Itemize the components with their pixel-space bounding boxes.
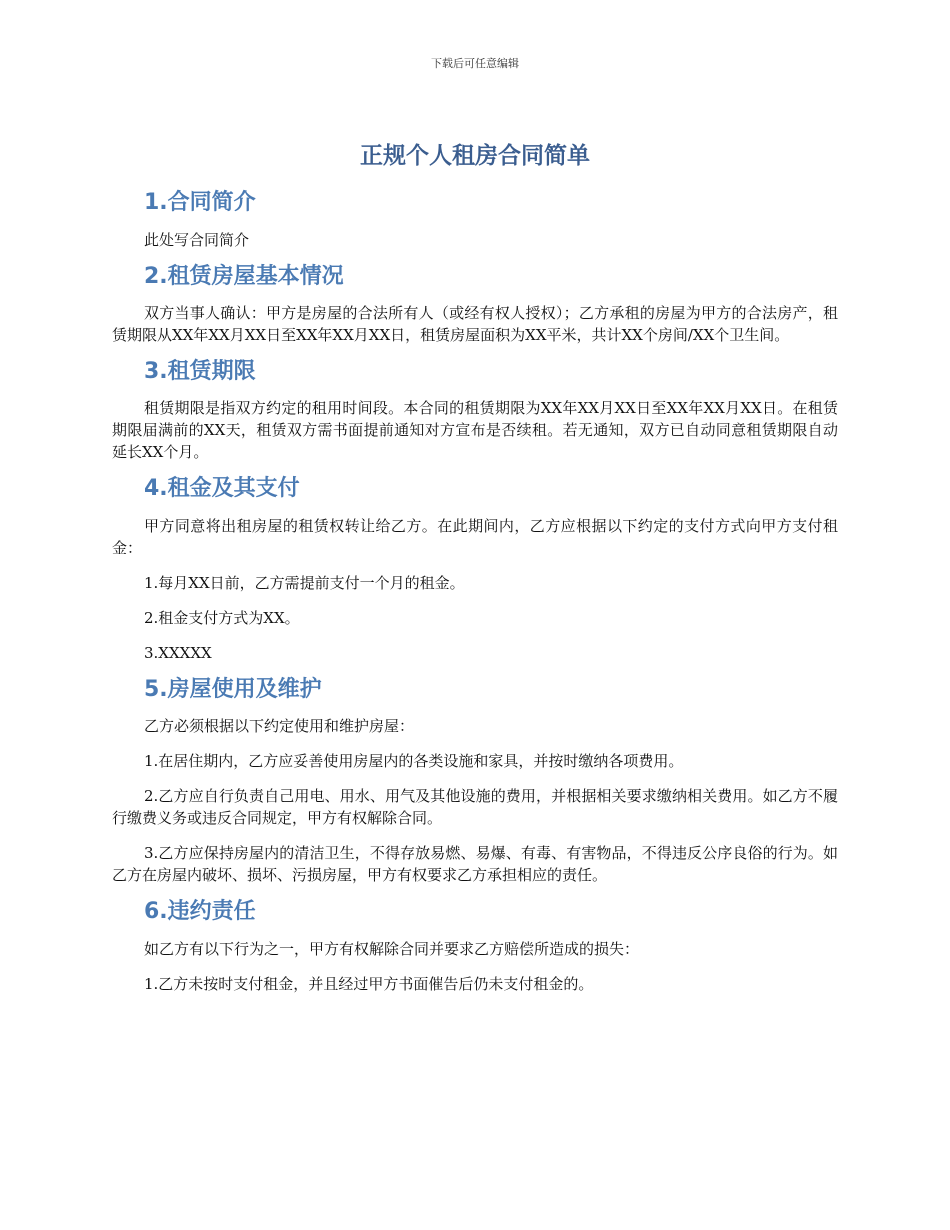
paragraph: 双方当事人确认：甲方是房屋的合法所有人（或经有权人授权）；乙方承租的房屋为甲方的合法房产，租赁期限从XX年XX月XX日至XX年XX月XX日，租赁房屋面积为XX平米，共计XX个房间/XX个卫生间。 (112, 303, 838, 344)
section-heading: 3.租赁期限 (144, 358, 256, 384)
list-item: 1.在居住期内，乙方应妥善使用房屋内的各类设施和家具，并按时缴纳各项费用。 (144, 752, 684, 771)
header-note: 下载后可任意编辑 (431, 57, 519, 70)
section-heading: 2.租赁房屋基本情况 (144, 263, 344, 289)
list-item: 3.XXXXX (144, 643, 212, 662)
section-heading: 5.房屋使用及维护 (144, 676, 322, 702)
list-item: 2.乙方应自行负责自己用电、用水、用气及其他设施的费用，并根据相关要求缴纳相关费用。如乙方不履行缴费义务或违反合同规定，甲方有权解除合同。 (112, 787, 838, 828)
paragraph: 租赁期限是指双方约定的租用时间段。本合同的租赁期限为XX年XX月XX日至XX年XX月XX日。在租赁期限届满前的XX天，租赁双方需书面提前通知对方宣布是否续租。若无通知，双方已自动同意租赁期限自动延长XX个月。 (112, 399, 838, 462)
section-property-info (112, 264, 838, 346)
section-lease-term (112, 359, 838, 463)
list-item: 2.租金支付方式为XX。 (144, 608, 300, 627)
document-page (112, 140, 838, 1008)
document-title: 正规个人租房合同简单 (360, 143, 590, 169)
section-heading: 6.违约责任 (144, 899, 256, 925)
list-item: 1.乙方未按时支付租金，并且经过甲方书面催告后仍未支付租金的。 (144, 974, 594, 993)
section-contract-intro (112, 190, 838, 250)
section-heading: 4.租金及其支付 (144, 476, 300, 502)
paragraph: 如乙方有以下行为之一，甲方有权解除合同并要求乙方赔偿所造成的损失： (144, 939, 640, 958)
section-use-maintenance (112, 677, 838, 886)
paragraph: 此处写合同简介 (144, 230, 250, 249)
paragraph: 乙方必须根据以下约定使用和维护房屋： (144, 717, 415, 736)
section-breach-liability (112, 899, 838, 994)
list-item: 1.每月XX日前，乙方需提前支付一个月的租金。 (144, 573, 465, 592)
section-heading: 1.合同简介 (144, 190, 256, 216)
list-item: 3.乙方应保持房屋内的清洁卫生，不得存放易燃、易爆、有毒、有害物品，不得违反公序良俗的行为。如乙方在房屋内破坏、损坏、污损房屋，甲方有权要求乙方承担相应的责任。 (112, 844, 838, 885)
paragraph: 甲方同意将出租房屋的租赁权转让给乙方。在此期间内，乙方应根据以下约定的支付方式向甲方支付租金： (112, 516, 838, 557)
section-rent-payment (112, 476, 838, 663)
